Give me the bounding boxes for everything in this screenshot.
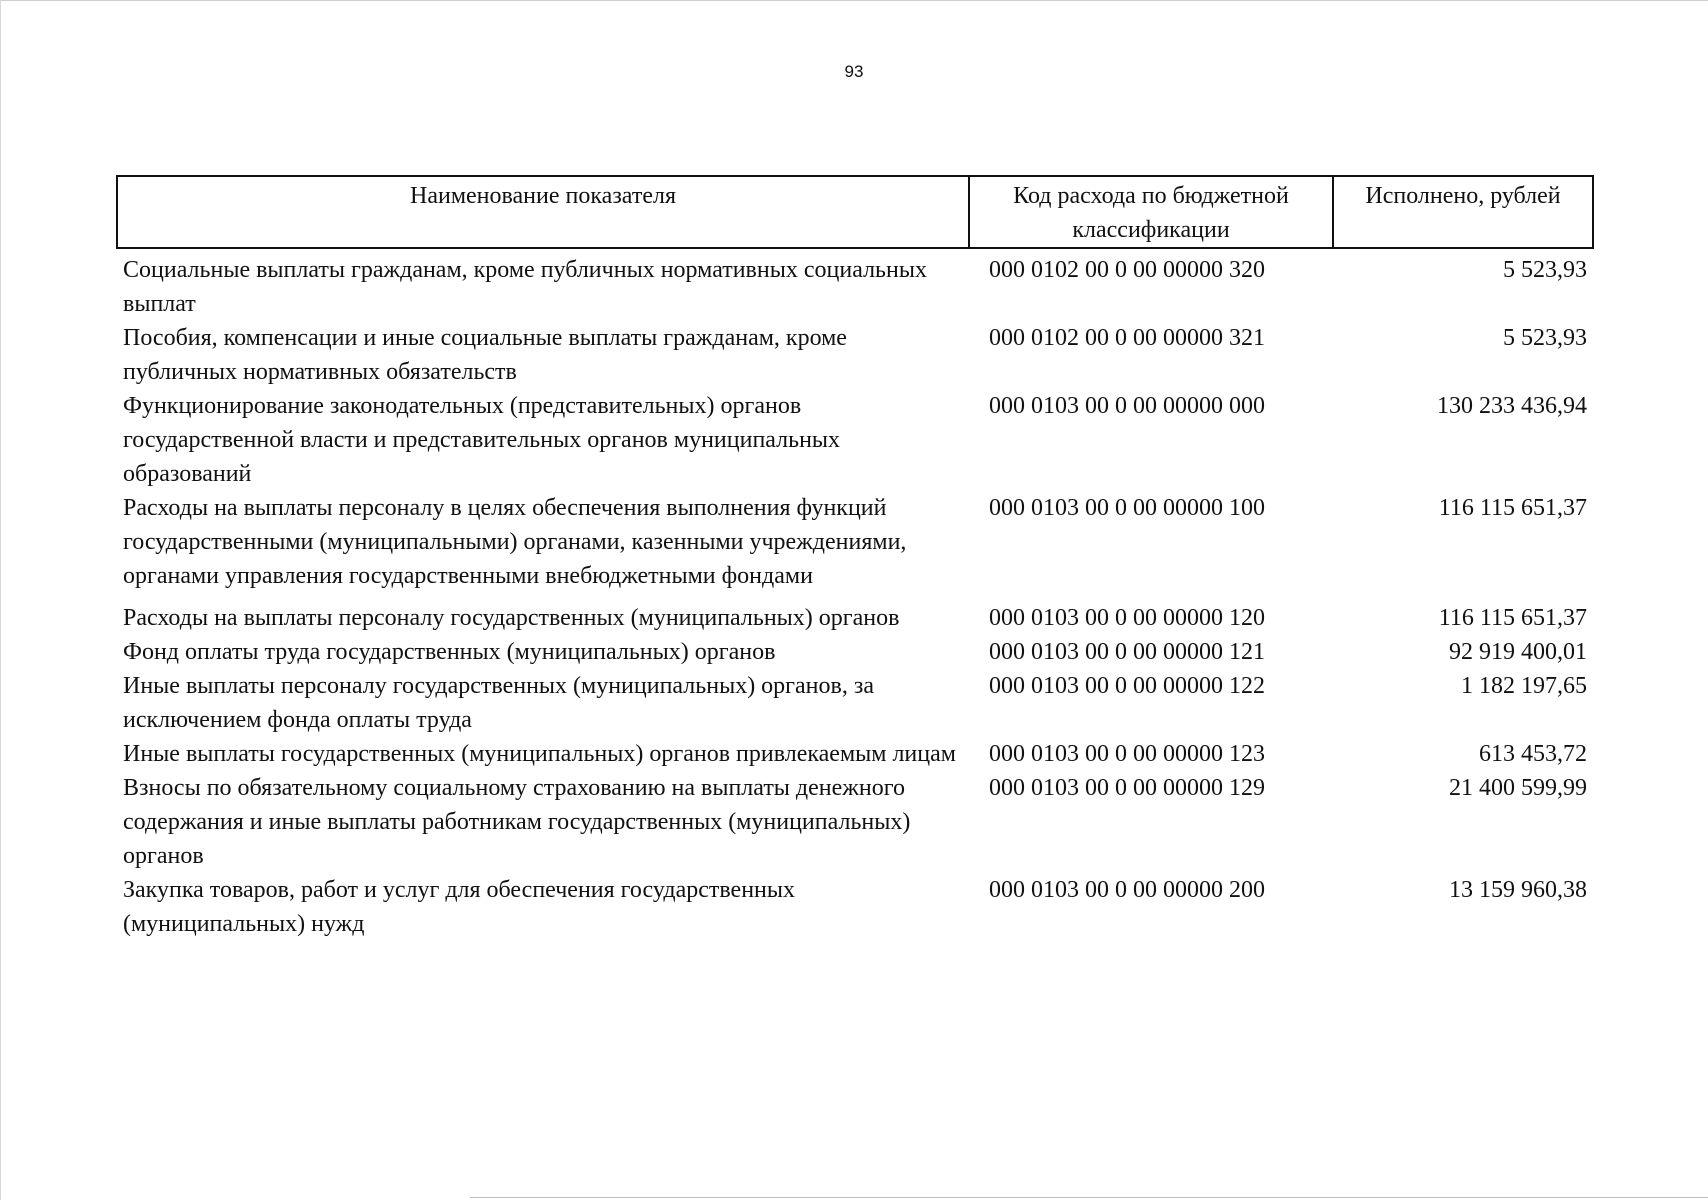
row-executed-amount: 5 523,93 bbox=[1503, 257, 1587, 283]
row-executed-amount: 130 233 436,94 bbox=[1437, 393, 1587, 419]
row-executed-amount: 116 115 651,37 bbox=[1438, 605, 1587, 631]
page-left-edge bbox=[0, 0, 1, 1200]
table-row bbox=[117, 389, 1593, 491]
table-row bbox=[117, 248, 1593, 321]
row-indicator-name: Иные выплаты персоналу государственных (муниципальных) органов, за исключением фонда оплаты труда bbox=[123, 673, 874, 733]
row-indicator-name: Расходы на выплаты персоналу государственных (муниципальных) органов bbox=[123, 605, 900, 631]
table-header-row bbox=[117, 176, 1593, 248]
table-row bbox=[117, 873, 1593, 941]
row-executed-amount: 21 400 599,99 bbox=[1449, 775, 1587, 801]
row-executed-amount: 5 523,93 bbox=[1503, 325, 1587, 351]
row-budget-code: 000 0102 00 0 00 00000 320 bbox=[989, 257, 1265, 283]
table-row bbox=[117, 737, 1593, 771]
header-indicator-name: Наименование показателя bbox=[117, 176, 969, 248]
row-indicator-name: Закупка товаров, работ и услуг для обеспечения государственных (муниципальных) нужд bbox=[123, 877, 796, 937]
table-row bbox=[117, 491, 1593, 593]
page-number: 93 bbox=[844, 62, 864, 81]
row-budget-code: 000 0103 00 0 00 00000 000 bbox=[989, 393, 1265, 419]
row-executed-amount: 13 159 960,38 bbox=[1449, 877, 1587, 903]
row-indicator-name: Функционирование законодательных (представительных) органов государственной власти и представительных органов муниципальных образований bbox=[123, 393, 841, 487]
row-budget-code: 000 0103 00 0 00 00000 122 bbox=[989, 673, 1265, 699]
row-budget-code: 000 0103 00 0 00 00000 200 bbox=[989, 877, 1265, 903]
row-indicator-name: Фонд оплаты труда государственных (муниципальных) органов bbox=[123, 639, 776, 665]
table-row bbox=[117, 635, 1593, 669]
row-executed-amount: 116 115 651,37 bbox=[1438, 495, 1587, 521]
row-indicator-name: Социальные выплаты гражданам, кроме публичных нормативных социальных выплат bbox=[123, 257, 927, 317]
row-indicator-name: Иные выплаты государственных (муниципальных) органов привлекаемым лицам bbox=[123, 741, 956, 767]
row-executed-amount: 1 182 197,65 bbox=[1461, 673, 1587, 699]
row-indicator-name: Расходы на выплаты персоналу в целях обеспечения выполнения функций государственными (муниципальными) органами, казенными учреждениями, органами управления государственными внебюджетными фондами bbox=[123, 495, 907, 589]
row-budget-code: 000 0103 00 0 00 00000 129 bbox=[989, 775, 1265, 801]
row-executed-amount: 613 453,72 bbox=[1479, 741, 1587, 767]
row-budget-code: 000 0103 00 0 00 00000 120 bbox=[989, 605, 1265, 631]
expenditure-table bbox=[116, 175, 1594, 941]
table-row bbox=[117, 321, 1593, 389]
page-bottom-rule bbox=[470, 1197, 1708, 1198]
table-row bbox=[117, 771, 1593, 873]
table-row bbox=[117, 669, 1593, 737]
table-row bbox=[117, 593, 1593, 635]
row-budget-code: 000 0102 00 0 00 00000 321 bbox=[989, 325, 1265, 351]
row-budget-code: 000 0103 00 0 00 00000 100 bbox=[989, 495, 1265, 521]
row-indicator-name: Пособия, компенсации и иные социальные выплаты гражданам, кроме публичных нормативных обязательств bbox=[123, 325, 847, 385]
row-executed-amount: 92 919 400,01 bbox=[1449, 639, 1587, 665]
page-top-edge bbox=[0, 0, 1708, 1]
header-budget-code: Код расхода по бюджетной классификации bbox=[969, 176, 1333, 248]
header-executed-amount: Исполнено, рублей bbox=[1333, 176, 1593, 248]
row-budget-code: 000 0103 00 0 00 00000 121 bbox=[989, 639, 1265, 665]
row-budget-code: 000 0103 00 0 00 00000 123 bbox=[989, 741, 1265, 767]
row-indicator-name: Взносы по обязательному социальному страхованию на выплаты денежного содержания и иные выплаты работникам государственных (муниципальных) органов bbox=[123, 775, 911, 869]
